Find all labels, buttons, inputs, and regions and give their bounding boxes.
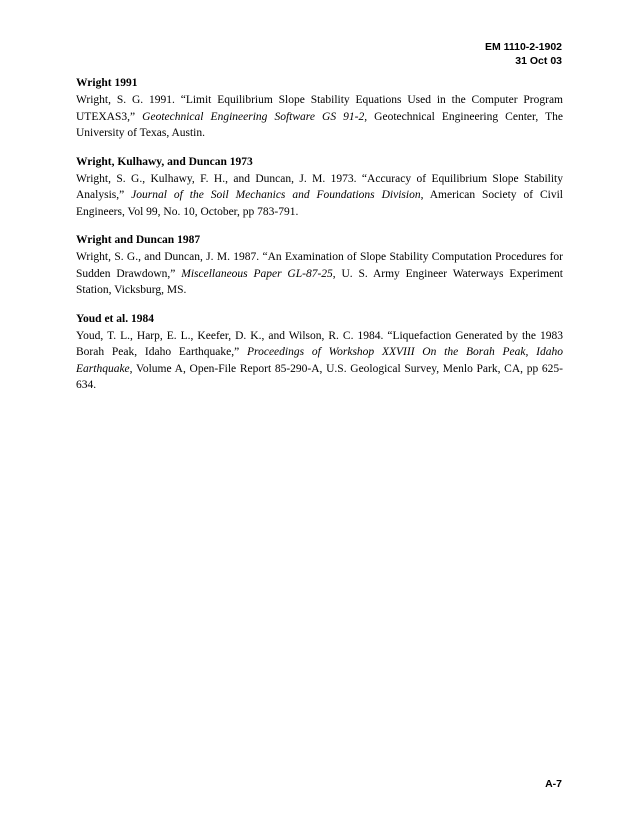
reference-entry bbox=[76, 311, 563, 394]
citation-text: Wright, S. G. 1991. “Limit Equilibrium Slope Stability Equations Used in the Computer Program UTEXAS3,” bbox=[76, 94, 563, 123]
reference-list bbox=[76, 75, 563, 406]
document-number: EM 1110-2-1902 bbox=[484, 41, 562, 53]
reference-citation bbox=[76, 92, 563, 142]
citation-title: Proceedings of Workshop XXVIII On the Borah Peak, Idaho Earthquake bbox=[76, 346, 564, 375]
reference-entry bbox=[76, 154, 563, 221]
page-header bbox=[485, 40, 562, 68]
document-date: 31 Oct 03 bbox=[515, 55, 562, 67]
reference-citation bbox=[76, 328, 563, 394]
citation-text: , U. S. Army Engineer Waterways Experiment Station, Vicksburg, MS. bbox=[76, 267, 563, 296]
reference-entry bbox=[76, 232, 563, 299]
citation-text: Youd, T. L., Harp, E. L., Keefer, D. K., and Wilson, R. C. 1984. “Liquefaction Generated by the 1983 Borah Peak, Idaho Earthquake,” bbox=[76, 329, 563, 358]
reference-heading: Youd et al. 1984 bbox=[76, 312, 154, 325]
reference-heading: Wright 1991 bbox=[76, 77, 138, 89]
citation-text: , Geotechnical Engineering Center, The University of Texas, Austin. bbox=[76, 110, 563, 139]
page-number: A-7 bbox=[545, 778, 562, 790]
reference-citation bbox=[76, 249, 563, 299]
citation-title: Journal of the Soil Mechanics and Foundations Division bbox=[131, 189, 421, 201]
citation-title: Miscellaneous Paper GL-87-25 bbox=[181, 267, 333, 280]
citation-text: , American Society of Civil Engineers, Vol 99, No. 10, October, pp 783-791. bbox=[76, 189, 563, 218]
citation-text: , Volume A, Open-File Report 85-290-A, U.S. Geological Survey, Menlo Park, CA, pp 625-634. bbox=[76, 362, 563, 391]
reference-citation bbox=[76, 171, 563, 221]
citation-title: Geotechnical Engineering Software GS 91-2 bbox=[142, 110, 365, 123]
citation-text: Wright, S. G., Kulhawy, F. H., and Duncan, J. M. 1973. “Accuracy of Equilibrium Slope Stability Analysis,” bbox=[76, 172, 563, 201]
reference-heading: Wright and Duncan 1987 bbox=[76, 234, 201, 246]
reference-heading: Wright, Kulhawy, and Duncan 1973 bbox=[76, 155, 253, 168]
reference-entry bbox=[76, 75, 563, 142]
citation-text: Wright, S. G., and Duncan, J. M. 1987. “An Examination of Slope Stability Computation Procedures for Sudden Drawdown,” bbox=[76, 251, 563, 280]
